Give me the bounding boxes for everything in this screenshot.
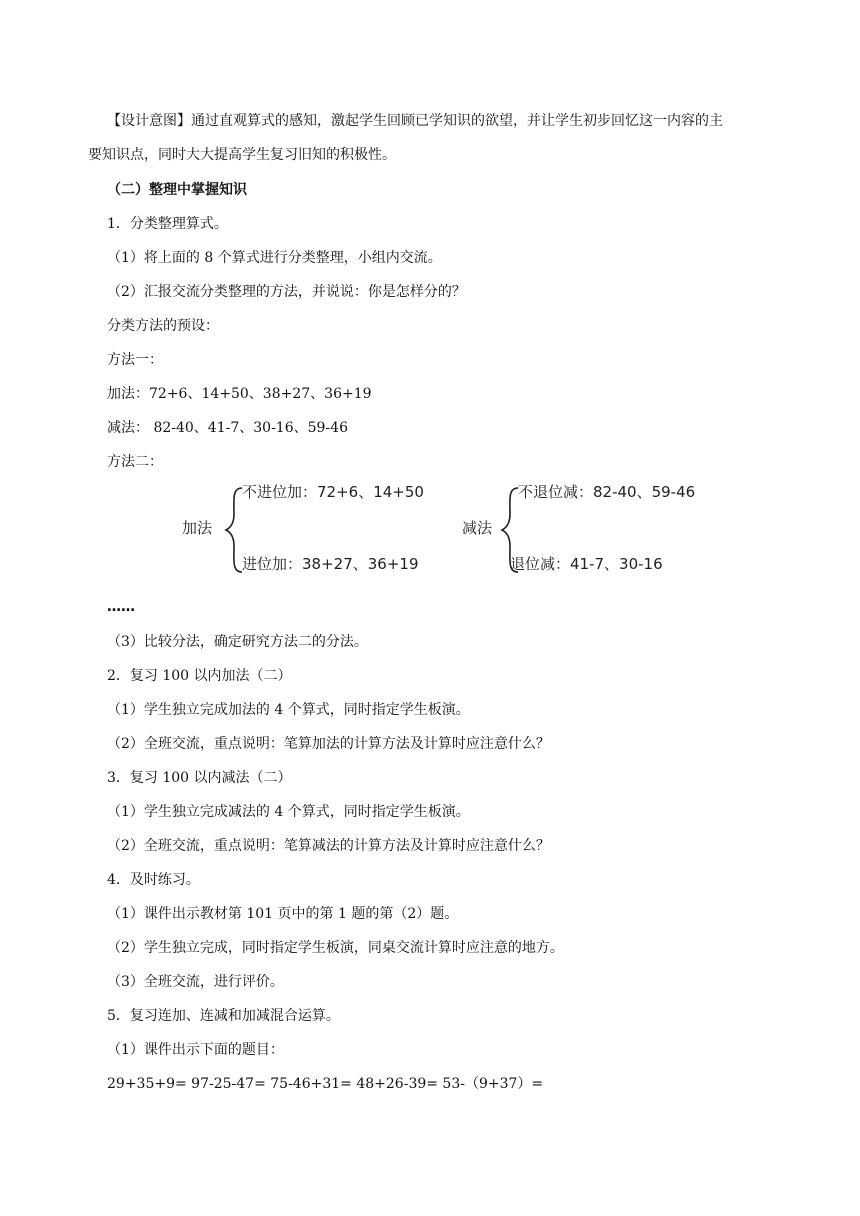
text-line: （3）比较分法，确定研究方法二的分法。 [107,634,368,650]
add-brace [226,488,242,572]
text-line: 减法： 82-40、41-7、30-16、59-46 [107,420,348,436]
text-line: 2．复习 100 以内加法（二） [107,668,292,684]
text-line: 1．分类整理算式。 [107,216,228,232]
text-line: （1）学生独立完成加法的 4 个算式，同时指定学生板演。 [107,702,470,718]
sub-borrow: 退位减：41-7、30-16 [510,555,663,573]
text-line: 加法：72+6、14+50、38+27、36+19 [107,386,372,402]
text-line: （1）课件出示教材第 101 页中的第 1 题的第（2）题。 [107,906,459,922]
add-no-carry: 不进位加：72+6、14+50 [242,483,424,501]
text-line: （2）全班交流，重点说明：笔算减法的计算方法及计算时应注意什么？ [107,838,550,854]
design-intent-line-2: 要知识点，同时大大提高学生复习旧知的积极性。 [88,147,396,163]
ellipsis: …… [107,599,135,615]
design-intent-line-1: 【设计意图】通过直观算式的感知，激起学生回顾已学知识的欲望，并让学生初步回忆这一内容的主 [107,113,723,129]
section-heading: （二）整理中掌握知识 [107,182,247,198]
text-line: （2）汇报交流分类整理的方法，并说说：你是怎样分的？ [107,284,466,300]
classification-diagram [180,478,720,582]
sub-label: 减法 [462,519,493,537]
text-line: 29+35+9= 97-25-47= 75-46+31= 48+26-39= 53-（9+37）= [107,1076,544,1092]
text-line: 4．及时练习。 [107,872,200,888]
text-line: 分类方法的预设： [107,318,219,334]
text-line: 5．复习连加、连减和加减混合运算。 [107,1008,340,1024]
text-line: 3．复习 100 以内减法（二） [107,770,292,786]
text-line: （1）将上面的 8 个算式进行分类整理，小组内交流。 [107,250,442,266]
text-line: （2）学生独立完成，同时指定学生板演，同桌交流计算时应注意的地方。 [107,940,564,956]
add-carry: 进位加：38+27、36+19 [242,555,419,573]
text-line: （2）全班交流，重点说明：笔算加法的计算方法及计算时应注意什么？ [107,736,550,752]
add-label: 加法 [182,519,213,537]
sub-no-borrow: 不退位减：82-40、59-46 [518,483,696,501]
text-line: 方法一： [107,352,163,368]
text-line: （3）全班交流，进行评价。 [107,974,284,990]
text-line: （1）课件出示下面的题目： [107,1042,284,1058]
text-line: 方法二： [107,454,163,470]
text-line: （1）学生独立完成减法的 4 个算式，同时指定学生板演。 [107,804,470,820]
